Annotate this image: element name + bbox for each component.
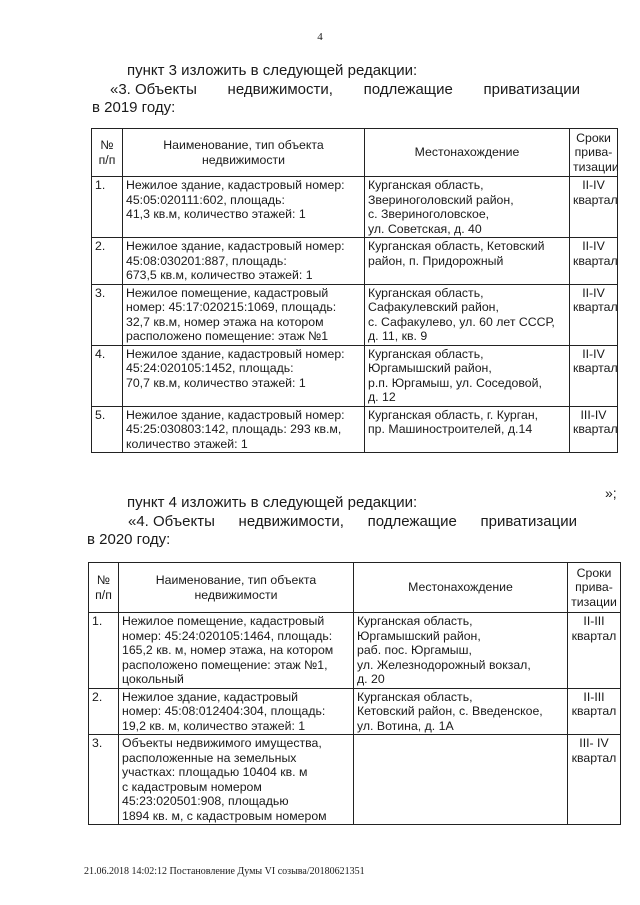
object-name-cell [123,406,365,453]
section1-intro: пункт 3 изложить в следующей редакции: [127,62,418,79]
term-line: квартал [571,704,617,718]
name-line: количество этажей: 1 [126,436,248,451]
privatization-term-cell [570,406,618,453]
name-line: с кадастровым номером [122,779,262,794]
location-line: Юргамышский район, [368,361,492,375]
term-line: квартал [573,361,618,375]
location-line: Кетовский район, с. Введенское, [357,704,543,718]
location-cell [365,284,570,345]
row-number: 2. [92,238,123,285]
location-line: Курганская область, [368,346,484,361]
name-line: 165,2 кв. м, номер этажа, на котором [122,643,334,657]
name-line: участках: площадью 10404 кв. м [122,765,308,779]
objects-2019-table [91,128,618,453]
name-line: 32,7 кв.м, номер этажа на котором [126,314,324,329]
location-cell [365,345,570,406]
term-line: II-III [583,689,605,704]
location-line: д. 12 [368,390,396,404]
name-line: цокольный [122,672,184,686]
section1-heading-word: приватизации [483,81,580,98]
object-name-cell [123,238,365,285]
name-line: 41,3 кв.м, количество этажей: 1 [126,207,306,221]
section1-closing: »; [605,485,617,501]
term-line: II-III [583,614,605,628]
name-line: Объекты недвижимого имущества, [122,736,322,750]
location-line: ул. Вотина, д. 1А [357,718,454,733]
location-line: д. 20 [357,672,385,686]
name-line: Нежилое здание, кадастровый номер: [126,346,345,361]
name-line: Нежилое здание, кадастровый [122,689,298,704]
table-row [89,735,621,825]
location-line: д. 11, кв. 9 [368,329,428,343]
location-line: с. Звериноголовское, [368,207,490,221]
objects-2020-table [88,562,621,825]
name-line: 70,7 кв.м, количество этажей: 1 [126,375,306,390]
name-line: номер: 45:08:012404:304, площадь: [122,704,326,718]
location-line: ул. Советская, д. 40 [368,221,482,236]
section2-intro: пункт 4 изложить в следующей редакции: [127,494,418,511]
privatization-term-cell [570,238,618,285]
term-line: квартал [573,253,618,268]
term-line: квартал [573,192,618,207]
row-number: 1. [92,177,123,238]
privatization-term-cell [570,284,618,345]
document-footer: 21.06.2018 14:02:12 Постановление Думы VI созыва/20180621351 [84,866,365,877]
header-number: № п/п [89,563,119,613]
name-line: 45:08:030201:887, площадь: [126,253,287,268]
header-location: Местонахождение [354,563,568,613]
location-line: район, п. Придорожный [368,253,504,268]
table-row [92,177,618,238]
location-cell [354,613,568,689]
location-line: Юргамышский район, [357,628,481,643]
privatization-term-cell [570,345,618,406]
privatization-term-cell [568,688,621,735]
header-term: Сроки прива-тизации [568,563,621,613]
location-cell [354,735,568,825]
header-name: Наименование, тип объекта недвижимости [119,563,354,613]
object-name-cell [123,284,365,345]
section2-heading-word: недвижимости, [238,513,344,530]
location-line: Курганская область, Кетовский [368,239,545,253]
table-row [89,688,621,735]
location-line: Сафакулевский район, [368,300,499,314]
location-line: Курганская область, [357,614,473,628]
row-number: 5. [92,406,123,453]
section1-heading-word: недвижимости, [227,81,333,98]
section1-heading-word: подлежащие [363,81,453,98]
row-number: 2. [89,688,119,735]
section2-heading-continuation: в 2020 году: [87,531,171,548]
table-row [92,284,618,345]
header-name: Наименование, тип объекта недвижимости [123,129,365,177]
name-line: Нежилое здание, кадастровый номер: [126,407,345,422]
privatization-term-cell [568,735,621,825]
row-number: 4. [92,345,123,406]
name-line: 1894 кв. м, с кадастровым номером [122,808,327,823]
name-line: расположено помещение: этаж №1 [126,329,329,343]
name-line: 19,2 кв. м, количество этажей: 1 [122,718,306,733]
table-row [92,406,618,453]
privatization-term-cell [568,613,621,689]
location-line: с. Сафакулево, ул. 60 лет СССР, [368,314,555,329]
object-name-cell [119,688,354,735]
location-cell [354,688,568,735]
term-line: II-IV [582,346,605,361]
name-line: Нежилое здание, кадастровый номер: [126,178,345,192]
header-term: Сроки прива-тизации [570,129,618,177]
table-row [92,238,618,285]
section2-heading-word: подлежащие [367,513,457,530]
section1-heading-continuation: в 2019 году: [92,99,176,116]
header-location: Местонахождение [365,129,570,177]
location-line: Курганская область, [368,178,484,192]
row-number: 1. [89,613,119,689]
table-row [92,345,618,406]
name-line: Нежилое здание, кадастровый номер: [126,239,345,253]
object-name-cell [123,345,365,406]
location-line: Курганская область, [368,285,484,300]
location-line: Звериноголовский район, [368,192,514,207]
location-cell [365,238,570,285]
object-name-cell [119,735,354,825]
location-line: Курганская область, г. Курган, [368,407,539,422]
table-row [89,613,621,689]
section2-heading-word: «4. Объекты [128,513,215,530]
section1-heading-word: «3. Объекты [110,81,197,98]
section2-heading [128,513,577,531]
section1-heading [110,81,580,99]
term-line: II-IV [582,178,605,192]
term-line: квартал [571,628,617,643]
name-line: 45:05:020111:602, площадь: [126,192,285,207]
section2-heading-word: приватизации [480,513,577,530]
term-line: III-IV [580,407,607,422]
row-number: 3. [92,284,123,345]
object-name-cell [123,177,365,238]
location-line: раб. пос. Юргамыш, [357,643,472,657]
location-line: р.п. Юргамыш, ул. Соседовой, [368,375,542,390]
header-number: № п/п [92,129,123,177]
name-line: расположено помещение: этаж №1, [122,657,328,672]
object-name-cell [119,613,354,689]
name-line: 45:23:020501:908, площадью [122,794,289,808]
location-line: Курганская область, [357,689,473,704]
name-line: 45:24:020105:1452, площадь: [126,361,294,375]
name-line: Нежилое помещение, кадастровый [126,285,329,300]
name-line: номер: 45:17:020215:1069, площадь: [126,300,337,314]
row-number: 3. [89,735,119,825]
term-line: квартал [573,300,618,314]
term-line: II-IV [582,285,605,300]
term-line: III- IV [579,736,609,750]
privatization-term-cell [570,177,618,238]
name-line: 673,5 кв.м, количество этажей: 1 [126,268,313,282]
page-number: 4 [317,31,323,43]
name-line: номер: 45:24:020105:1464, площадь: [122,628,333,643]
name-line: 45:25:030803:142, площадь: 293 кв.м, [126,422,342,436]
location-cell [365,177,570,238]
location-line: ул. Железнодорожный вокзал, [357,657,531,672]
location-line: пр. Машиностроителей, д.14 [368,422,533,436]
name-line: расположенные на земельных [122,750,297,765]
name-line: Нежилое помещение, кадастровый [122,614,325,628]
term-line: квартал [571,750,617,765]
term-line: квартал [573,422,618,436]
term-line: II-IV [582,239,605,253]
location-cell [365,406,570,453]
